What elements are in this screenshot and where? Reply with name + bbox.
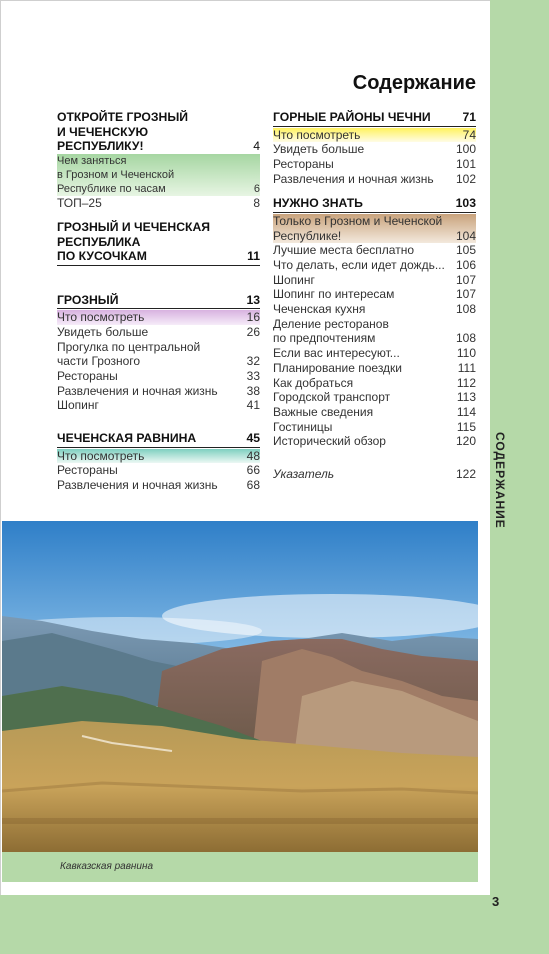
toc-section-heading[interactable] <box>57 293 260 310</box>
entry-label: Как добраться <box>273 375 354 390</box>
entry-page: 48 <box>246 448 260 463</box>
section-page: 13 <box>246 292 260 307</box>
toc-entry[interactable] <box>273 405 476 420</box>
entry-label: Рестораны <box>57 463 118 478</box>
entry-label: Что посмотреть <box>57 448 145 463</box>
entry-label: Прогулка по центральной части Грозного <box>57 339 201 369</box>
entry-label: Чеченская кухня <box>273 302 366 317</box>
entry-label: Городской транспорт <box>273 390 391 405</box>
entry-page: 38 <box>246 383 260 398</box>
landscape-photo <box>2 521 478 852</box>
entry-label: Что посмотреть <box>57 310 145 325</box>
index-label: Указатель <box>273 467 335 482</box>
toc-entry[interactable] <box>57 478 260 493</box>
entry-label: Рестораны <box>273 156 334 171</box>
entry-page: 114 <box>456 404 476 419</box>
side-section-label: СОДЕРЖАНИЕ <box>493 431 507 529</box>
section-title: ЧЕЧЕНСКАЯ РАВНИНА <box>57 431 197 446</box>
entry-label: Исторический обзор <box>273 434 386 449</box>
toc-entry[interactable] <box>57 369 260 384</box>
entry-label: Гостиницы <box>273 419 333 434</box>
entry-page: 107 <box>455 287 476 302</box>
toc-entry[interactable] <box>273 243 476 258</box>
entry-page: 115 <box>456 419 476 434</box>
section-page: 4 <box>253 139 260 153</box>
entry-page: 112 <box>456 375 476 390</box>
entry-label: Развлечения и ночная жизнь <box>273 171 434 186</box>
toc-entry[interactable] <box>57 384 260 399</box>
toc-section-heading[interactable] <box>57 220 260 266</box>
entry-page: 32 <box>246 354 260 369</box>
toc-entry[interactable] <box>273 390 476 405</box>
toc-section-heading[interactable] <box>57 431 260 448</box>
toc-section-heading[interactable] <box>273 110 476 127</box>
section-title: НУЖНО ЗНАТЬ <box>273 196 363 211</box>
toc-entry[interactable] <box>273 214 476 243</box>
toc-index-entry[interactable] <box>273 467 476 482</box>
entry-page: 120 <box>455 434 476 449</box>
toc-entry[interactable] <box>273 317 476 346</box>
entry-page: 108 <box>455 331 476 346</box>
toc-entry[interactable] <box>273 157 476 172</box>
entry-label: Развлечения и ночная жизнь <box>57 478 218 493</box>
toc-entry[interactable] <box>273 420 476 435</box>
toc-entry[interactable] <box>273 346 476 361</box>
entry-page: 16 <box>246 310 260 325</box>
entry-label: Если вас интересуют... <box>273 346 400 361</box>
entry-page: 41 <box>246 398 260 413</box>
toc-entry[interactable] <box>273 302 476 317</box>
page-number-box <box>480 885 549 954</box>
entry-label: Что делать, если идет дождь... <box>273 257 445 272</box>
toc-entry[interactable] <box>273 142 476 157</box>
page-title: Содержание <box>352 72 476 94</box>
section-page: 45 <box>246 431 260 446</box>
entry-page: 111 <box>457 360 476 375</box>
photo-caption: Кавказская равнина <box>60 861 154 872</box>
entry-page: 107 <box>455 272 476 287</box>
index-page: 122 <box>455 467 476 482</box>
entry-label: Только в Грозном и Чеченской Республике! <box>273 213 443 243</box>
highlight-block <box>57 154 260 196</box>
entry-label: Шопинг <box>273 272 315 287</box>
toc-entry[interactable] <box>57 154 260 196</box>
toc-entry[interactable] <box>57 449 260 464</box>
page-number: 3 <box>492 894 500 909</box>
entry-page: 105 <box>455 243 476 258</box>
toc-section-heading[interactable] <box>273 196 476 213</box>
entry-label: Рестораны <box>57 369 118 384</box>
entry-page: 68 <box>246 478 260 493</box>
entry-page: 100 <box>455 142 476 157</box>
entry-label: Увидеть больше <box>57 324 149 339</box>
toc-entry[interactable] <box>57 398 260 413</box>
toc-section-heading[interactable] <box>57 110 260 154</box>
entry-label: Важные сведения <box>273 404 374 419</box>
section-page: 103 <box>455 196 476 211</box>
entry-page: 8 <box>253 195 260 210</box>
toc-entry[interactable] <box>273 361 476 376</box>
toc-entry[interactable] <box>273 273 476 288</box>
toc-entry[interactable] <box>57 325 260 340</box>
section-page: 11 <box>247 249 260 264</box>
toc-entry[interactable] <box>273 172 476 187</box>
entry-page: 26 <box>246 324 260 339</box>
toc-entry[interactable] <box>273 434 476 449</box>
entry-label: Лучшие места бесплатно <box>273 243 415 258</box>
entry-label: Развлечения и ночная жизнь <box>57 383 218 398</box>
entry-label: ТОП–25 <box>57 195 102 210</box>
entry-label: Что посмотреть <box>273 127 361 142</box>
toc-entry[interactable] <box>57 310 260 325</box>
entry-page: 66 <box>246 463 260 478</box>
toc-entry[interactable] <box>57 463 260 478</box>
toc-left-column <box>57 110 260 493</box>
toc-entry[interactable] <box>273 258 476 273</box>
entry-page: 74 <box>462 127 476 142</box>
entry-page: 106 <box>455 257 476 272</box>
toc-entry[interactable] <box>273 128 476 143</box>
entry-page: 110 <box>456 346 476 361</box>
entry-page: 108 <box>455 302 476 317</box>
section-title: ГРОЗНЫЙ И ЧЕЧЕНСКАЯ РЕСПУБЛИКА ПО КУСОЧКАМ <box>57 220 211 264</box>
section-title: ОТКРОЙТЕ ГРОЗНЫЙ И ЧЕЧЕНСКУЮ РЕСПУБЛИКУ! <box>57 110 189 153</box>
bottom-strip <box>0 895 480 954</box>
entry-page: 101 <box>455 156 476 171</box>
entry-page: 33 <box>246 369 260 384</box>
corner-separator <box>480 885 490 895</box>
toc-entry[interactable] <box>57 196 260 211</box>
entry-page: 104 <box>455 228 476 243</box>
entry-label: Шопинг <box>57 398 99 413</box>
toc-entry[interactable] <box>57 340 260 369</box>
toc-right-column <box>273 110 476 482</box>
section-page: 71 <box>462 110 476 124</box>
entry-page: 102 <box>455 171 476 186</box>
toc-entry[interactable] <box>273 376 476 391</box>
entry-label: Увидеть больше <box>273 142 365 157</box>
entry-label: Деление ресторанов по предпочтениям <box>273 316 389 346</box>
entry-label: Шопинг по интересам <box>273 287 395 302</box>
section-title: ГОРНЫЕ РАЙОНЫ ЧЕЧНИ <box>273 110 431 124</box>
section-title: ГРОЗНЫЙ <box>57 292 119 307</box>
entry-page: 113 <box>456 390 476 405</box>
entry-page: 6 <box>253 182 260 195</box>
entry-label: Планирование поездки <box>273 360 403 375</box>
toc-entry[interactable] <box>273 287 476 302</box>
entry-label: Чем заняться в Грозном и Чеченской Республике по часам <box>57 154 175 195</box>
